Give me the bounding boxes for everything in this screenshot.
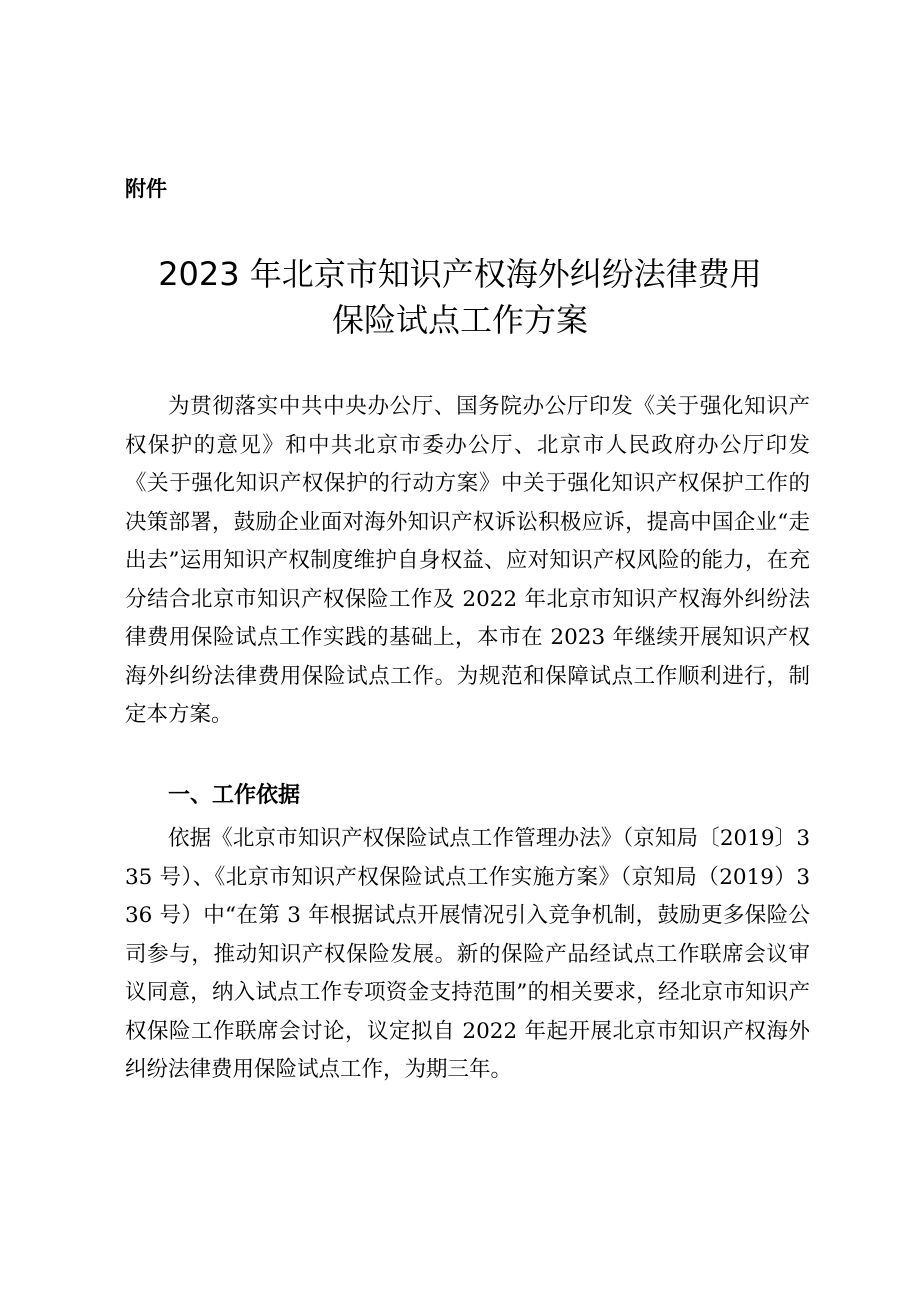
document-title-line-2: 保险试点工作方案 [331, 301, 588, 339]
section-heading-work-basis: 一、工作依据 [168, 783, 301, 808]
intro-paragraph: 为贯彻落实中共中央办公厅、国务院办公厅印发《关于强化知识产权保护的意见》和中共北京市委办公厅、北京市人民政府办公厅印发《关于强化知识产权保护的行动方案》中关于强化知识产权保护工作的决策部署，鼓励企业面对海外知识产权诉讼积极应诉，提高中国企业“走出去”运用知识产权制度维护自身权益、应对知识产权风险的能力，在充分结合北京市知识产权保险工作及 2022 年北京市知识产权海外纠纷法律费用保险试点工作实践的基础上，本市在 2023 年继续开展知识产权海外纠纷法律费用保险试点工作。为规范和保障试点工作顺利进行，制定本方案。 [125, 394, 810, 727]
attachment-label: 附件 [125, 177, 167, 201]
work-basis-paragraph: 依据《北京市知识产权保险试点工作管理办法》（京知局〔2019〕335 号）、《北京市知识产权保险试点工作实施方案》（京知局（2019）336 号）中“在第 3 年根据试点开展情况引入竞争机制，鼓励更多保险公司参与，推动知识产权保险发展。新的保险产品经试点工作联席会议审议同意，纳入试点工作专项资金支持范围”的相关要求，经北京市知识产权保险工作联席会讨论，议定拟自 2022 年起开展北京市知识产权海外纠纷法律费用保险试点工作，为期三年。 [125, 826, 810, 1082]
document-title-line-1: 2023 年北京市知识产权海外纠纷法律费用 [158, 255, 762, 293]
